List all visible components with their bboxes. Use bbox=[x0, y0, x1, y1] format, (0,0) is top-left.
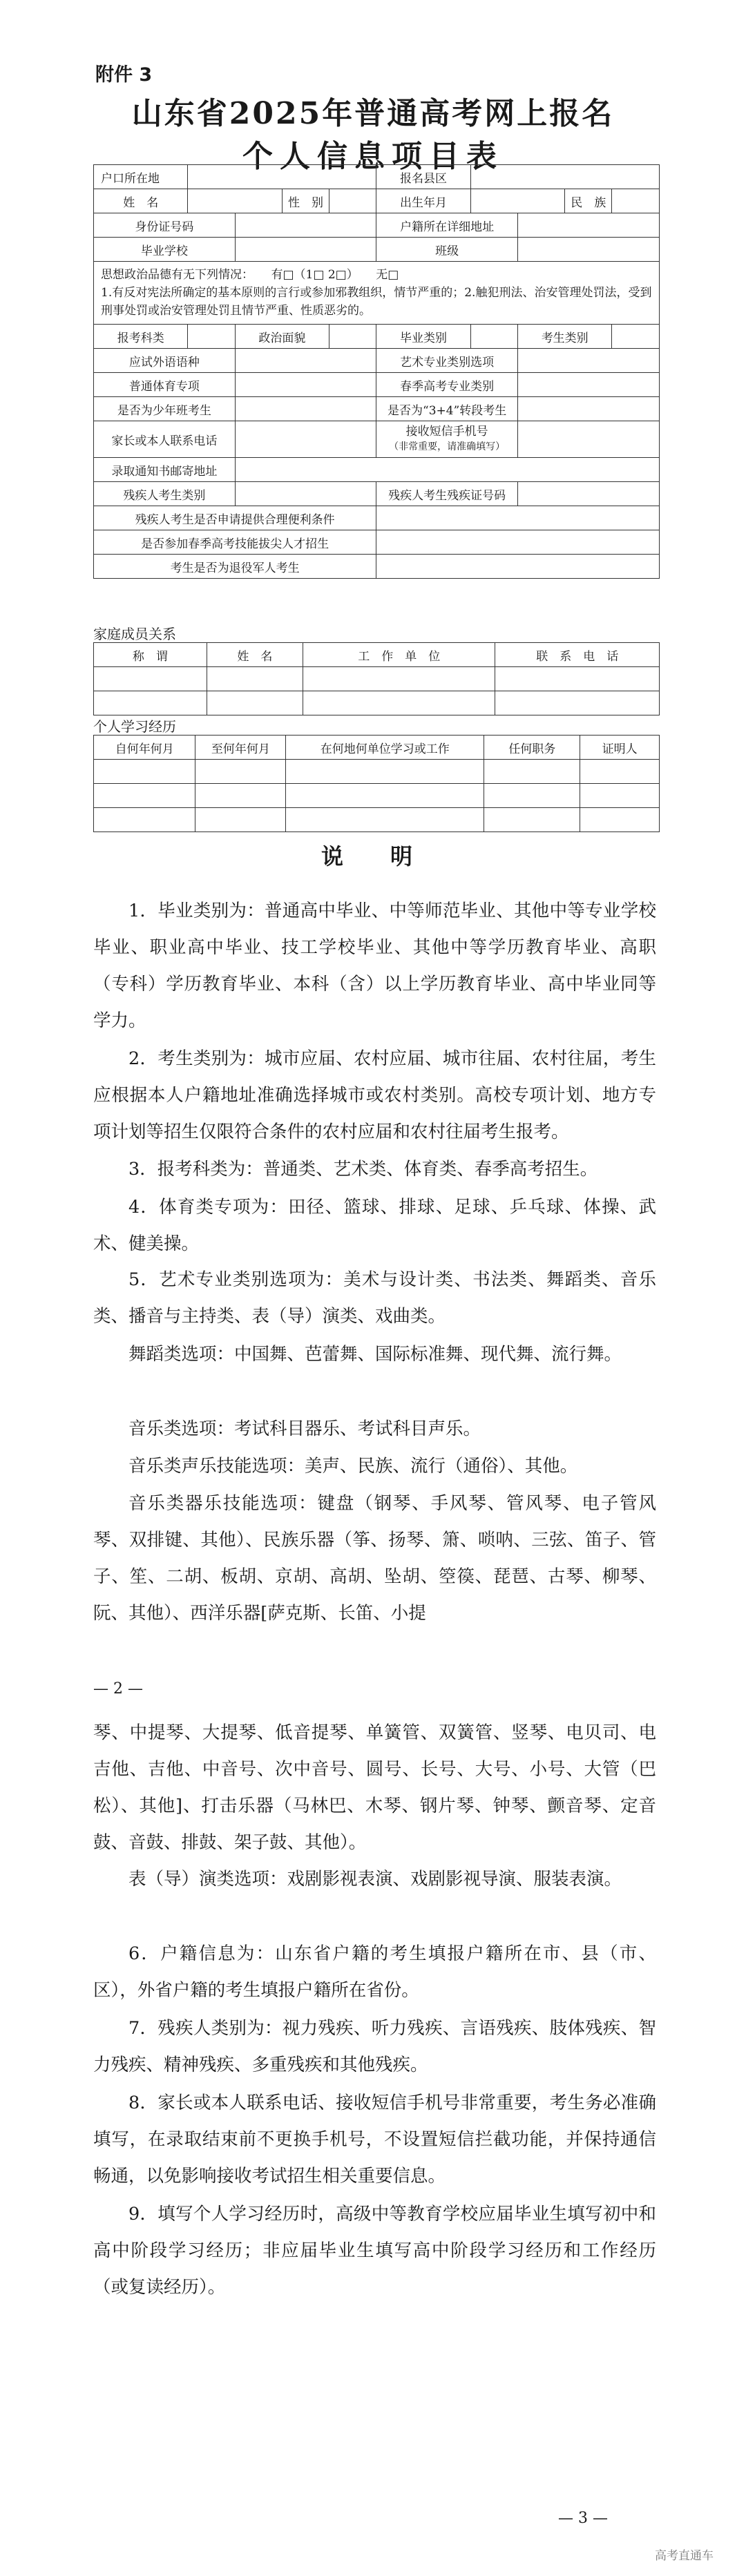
graduation-school-label: 毕业学校 bbox=[94, 238, 236, 262]
attachment-label: 附件 3 bbox=[95, 64, 153, 86]
name-field[interactable] bbox=[188, 189, 282, 213]
form-row bbox=[94, 555, 660, 579]
form-row bbox=[94, 397, 660, 421]
note-paragraph: 7．残疾人类别为：视力残疾、听力残疾、言语残疾、肢体残疾、智力残疾、精神残疾、多重残疾和其他残疾。 bbox=[93, 2018, 656, 2075]
contact-phone-label: 家长或本人联系电话 bbox=[94, 421, 236, 458]
political-check-cell[interactable] bbox=[94, 262, 660, 325]
note-paragraph: 3．报考科类为：普通类、艺术类、体育类、春季高考招生。 bbox=[128, 1159, 598, 1180]
household-location-field[interactable] bbox=[188, 165, 376, 189]
contact-phone-field[interactable] bbox=[235, 421, 376, 458]
gender-label: 性 别 bbox=[282, 189, 329, 213]
study-cell[interactable] bbox=[195, 808, 286, 832]
class-label: 班级 bbox=[376, 238, 518, 262]
family-cell[interactable] bbox=[495, 691, 660, 715]
family-cell[interactable] bbox=[303, 667, 495, 691]
disability-cert-field[interactable] bbox=[517, 482, 659, 506]
family-cell[interactable] bbox=[303, 691, 495, 715]
form-row bbox=[94, 262, 660, 325]
study-cell[interactable] bbox=[94, 760, 195, 784]
form-row bbox=[94, 189, 660, 213]
ethnicity-label: 民 族 bbox=[565, 189, 612, 213]
note-paragraph: 音乐类选项：考试科目器乐、考试科目声乐。 bbox=[128, 1419, 481, 1439]
spring-major-field[interactable] bbox=[517, 373, 659, 397]
mail-address-field[interactable] bbox=[235, 458, 659, 482]
note-paragraph: 2．考生类别为：城市应届、农村应届、城市往届、农村往届，考生应根据本人户籍地址准确选择城市或农村类别。高校专项计划、地方专项计划等招生仅限符合条件的农村应届和农村往届考生报考。 bbox=[93, 1048, 656, 1142]
note-paragraph: 琴、中提琴、大提琴、低音提琴、单簧管、双簧管、竖琴、电贝司、电吉他、吉他、中音号、次中音号、圆号、长号、大号、小号、大管（巴松）、其他]、打击乐器（马林巴、木琴、钢片琴、钟琴、颤音琴、定音鼓、音鼓、排鼓、架子鼓、其他）。 bbox=[93, 1722, 656, 1853]
note-paragraph: 表（导）演类选项：戏剧影视表演、戏剧影视导演、服装表演。 bbox=[128, 1869, 622, 1890]
form-row bbox=[94, 482, 660, 506]
disability-cert-label: 残疾人考生残疾证号码 bbox=[376, 482, 518, 506]
family-row bbox=[94, 667, 660, 691]
study-table bbox=[93, 735, 660, 832]
study-section-title: 个人学习经历 bbox=[93, 718, 176, 735]
family-table bbox=[93, 642, 660, 715]
class-field[interactable] bbox=[517, 238, 659, 262]
veteran-label: 考生是否为退役军人考生 bbox=[94, 555, 376, 579]
study-cell[interactable] bbox=[484, 784, 580, 808]
spring-talent-field[interactable] bbox=[376, 530, 660, 555]
family-cell[interactable] bbox=[94, 667, 207, 691]
notes-title: 说 明 bbox=[321, 843, 425, 869]
ethnicity-field[interactable] bbox=[612, 189, 660, 213]
family-cell[interactable] bbox=[207, 691, 303, 715]
note-paragraph: 舞蹈类选项：中国舞、芭蕾舞、国际标准舞、现代舞、流行舞。 bbox=[128, 1344, 622, 1365]
form-row bbox=[94, 421, 660, 458]
family-header-row bbox=[94, 643, 660, 667]
family-header-employer: 工 作 单 位 bbox=[303, 643, 495, 667]
household-address-field[interactable] bbox=[517, 213, 659, 238]
watermark-text: 高考直通车 bbox=[655, 2549, 714, 2563]
gender-field[interactable] bbox=[329, 189, 376, 213]
graduation-school-field[interactable] bbox=[235, 238, 376, 262]
family-row bbox=[94, 691, 660, 715]
note-paragraph: 4．体育类专项为：田径、篮球、排球、足球、乒乓球、体操、武术、健美操。 bbox=[93, 1197, 656, 1254]
spring-major-label: 春季高考专业类别 bbox=[376, 373, 518, 397]
form-row bbox=[94, 213, 660, 238]
study-cell[interactable] bbox=[286, 760, 484, 784]
sms-phone-label-line2: （非常重要，请准确填写） bbox=[389, 441, 506, 452]
candidate-category-field[interactable] bbox=[612, 325, 660, 349]
study-cell[interactable] bbox=[286, 784, 484, 808]
study-row bbox=[94, 784, 660, 808]
birth-date-field[interactable] bbox=[470, 189, 564, 213]
disability-category-label: 残疾人考生类别 bbox=[94, 482, 236, 506]
disability-facility-field[interactable] bbox=[376, 506, 660, 530]
study-cell[interactable] bbox=[195, 784, 286, 808]
study-header-witness: 证明人 bbox=[580, 736, 660, 760]
political-status-field[interactable] bbox=[329, 325, 376, 349]
sports-major-field[interactable] bbox=[235, 373, 376, 397]
study-cell[interactable] bbox=[94, 808, 195, 832]
birth-date-label: 出生年月 bbox=[376, 189, 470, 213]
candidate-category-label: 考生类别 bbox=[517, 325, 611, 349]
page-number: — 2 — bbox=[93, 1680, 143, 1698]
sports-major-label: 普通体育专项 bbox=[94, 373, 236, 397]
political-question: 思想政治品德有无下列情况： 有□（1□ 2□） 无□ bbox=[101, 268, 399, 282]
form-row bbox=[94, 165, 660, 189]
note-paragraph: 5．艺术专业类别选项为：美术与设计类、书法类、舞蹈类、音乐类、播音与主持类、表（导）演类、戏曲类。 bbox=[93, 1269, 656, 1327]
family-cell[interactable] bbox=[207, 667, 303, 691]
study-header-row bbox=[94, 736, 660, 760]
foreign-language-label: 应试外语语种 bbox=[94, 349, 236, 373]
veteran-field[interactable] bbox=[376, 555, 660, 579]
note-paragraph: 1．毕业类别为：普通高中毕业、中等师范毕业、其他中等专业学校毕业、职业高中毕业、技工学校毕业、其他中等学历教育毕业、高职（专科）学历教育毕业、本科（含）以上学历教育毕业、高中毕业同等学力。 bbox=[93, 901, 656, 1031]
note-paragraph: 9．填写个人学习经历时，高级中等教育学校应届毕业生填写初中和高中阶段学习经历；非应届毕业生填写高中阶段学习经历和工作经历（或复读经历）。 bbox=[93, 2204, 656, 2298]
name-label: 姓 名 bbox=[94, 189, 188, 213]
study-cell[interactable] bbox=[195, 760, 286, 784]
disability-category-field[interactable] bbox=[235, 482, 376, 506]
family-cell[interactable] bbox=[94, 691, 207, 715]
form-row bbox=[94, 325, 660, 349]
study-header-from: 自何年何月 bbox=[94, 736, 195, 760]
study-cell[interactable] bbox=[580, 760, 660, 784]
household-address-label: 户籍所在详细地址 bbox=[376, 213, 518, 238]
note-paragraph: 8．家长或本人联系电话、接收短信手机号非常重要，考生务必准确填写，在录取结束前不更换手机号，不设置短信拦截功能，并保持通信畅通，以免影响接收考试招生相关重要信息。 bbox=[93, 2093, 656, 2186]
study-cell[interactable] bbox=[484, 760, 580, 784]
family-section-title: 家庭成员关系 bbox=[93, 626, 176, 642]
page-number: — 3 — bbox=[558, 2510, 608, 2527]
study-cell[interactable] bbox=[286, 808, 484, 832]
youth-class-label: 是否为少年班考生 bbox=[94, 397, 236, 421]
art-major-field[interactable] bbox=[517, 349, 659, 373]
youth-class-field[interactable] bbox=[235, 397, 376, 421]
id-number-field[interactable] bbox=[235, 213, 376, 238]
sms-phone-label bbox=[376, 421, 518, 458]
study-header-to: 至何年何月 bbox=[195, 736, 286, 760]
household-location-label: 户口所在地 bbox=[94, 165, 188, 189]
mail-address-label: 录取通知书邮寄地址 bbox=[94, 458, 236, 482]
form-row bbox=[94, 373, 660, 397]
id-number-label: 身份证号码 bbox=[94, 213, 236, 238]
art-major-label: 艺术专业类别选项 bbox=[376, 349, 518, 373]
page-title: 山东省2025年普通高考网上报名 bbox=[131, 96, 615, 131]
study-cell[interactable] bbox=[580, 808, 660, 832]
three-plus-four-label: 是否为“3+4”转段考生 bbox=[376, 397, 518, 421]
registration-form-table bbox=[93, 164, 660, 579]
study-cell[interactable] bbox=[94, 784, 195, 808]
family-header-phone: 联 系 电 话 bbox=[495, 643, 660, 667]
form-row bbox=[94, 530, 660, 555]
form-row bbox=[94, 458, 660, 482]
political-detail: 1.有反对宪法所确定的基本原则的言行或参加邪教组织，情节严重的；2.触犯刑法、治安管理处罚法，受到刑事处罚或治安管理处罚且情节严重、性质恶劣的。 bbox=[101, 286, 652, 318]
family-header-name: 姓 名 bbox=[207, 643, 303, 667]
study-row bbox=[94, 760, 660, 784]
sms-phone-label-line1: 接收短信手机号 bbox=[405, 425, 488, 439]
study-header-place: 在何地何单位学习或工作 bbox=[286, 736, 484, 760]
registration-county-label: 报名县区 bbox=[376, 165, 470, 189]
note-paragraph: 音乐类声乐技能选项：美声、民族、流行（通俗）、其他。 bbox=[128, 1456, 578, 1477]
study-cell[interactable] bbox=[580, 784, 660, 808]
spring-talent-label: 是否参加春季高考技能拔尖人才招生 bbox=[94, 530, 376, 555]
graduation-category-label: 毕业类别 bbox=[376, 325, 470, 349]
form-row bbox=[94, 506, 660, 530]
family-cell[interactable] bbox=[495, 667, 660, 691]
study-row bbox=[94, 808, 660, 832]
page-subtitle: 个人信息项目表 bbox=[242, 139, 504, 174]
three-plus-four-field[interactable] bbox=[517, 397, 659, 421]
family-header-relation: 称 谓 bbox=[94, 643, 207, 667]
sms-phone-field[interactable] bbox=[517, 421, 659, 458]
note-paragraph: 音乐类器乐技能选项：键盘（钢琴、手风琴、管风琴、电子管风琴、双排键、其他）、民族乐器（筝、扬琴、箫、唢呐、三弦、笛子、管子、笙、二胡、板胡、京胡、高胡、坠胡、箜篌、琵琶、古琴、柳琴、阮、其他）、西洋乐器[萨克斯、长笛、小提 bbox=[93, 1493, 656, 1624]
disability-facility-label: 残疾人考生是否申请提供合理便利条件 bbox=[94, 506, 376, 530]
exam-category-field[interactable] bbox=[188, 325, 235, 349]
note-paragraph: 6．户籍信息为：山东省户籍的考生填报户籍所在市、县（市、区），外省户籍的考生填报户籍所在省份。 bbox=[93, 1943, 656, 2001]
form-row bbox=[94, 349, 660, 373]
form-row bbox=[94, 238, 660, 262]
foreign-language-field[interactable] bbox=[235, 349, 376, 373]
registration-county-field[interactable] bbox=[470, 165, 659, 189]
political-status-label: 政治面貌 bbox=[235, 325, 329, 349]
study-cell[interactable] bbox=[484, 808, 580, 832]
graduation-category-field[interactable] bbox=[470, 325, 517, 349]
study-header-position: 任何职务 bbox=[484, 736, 580, 760]
exam-category-label: 报考科类 bbox=[94, 325, 188, 349]
